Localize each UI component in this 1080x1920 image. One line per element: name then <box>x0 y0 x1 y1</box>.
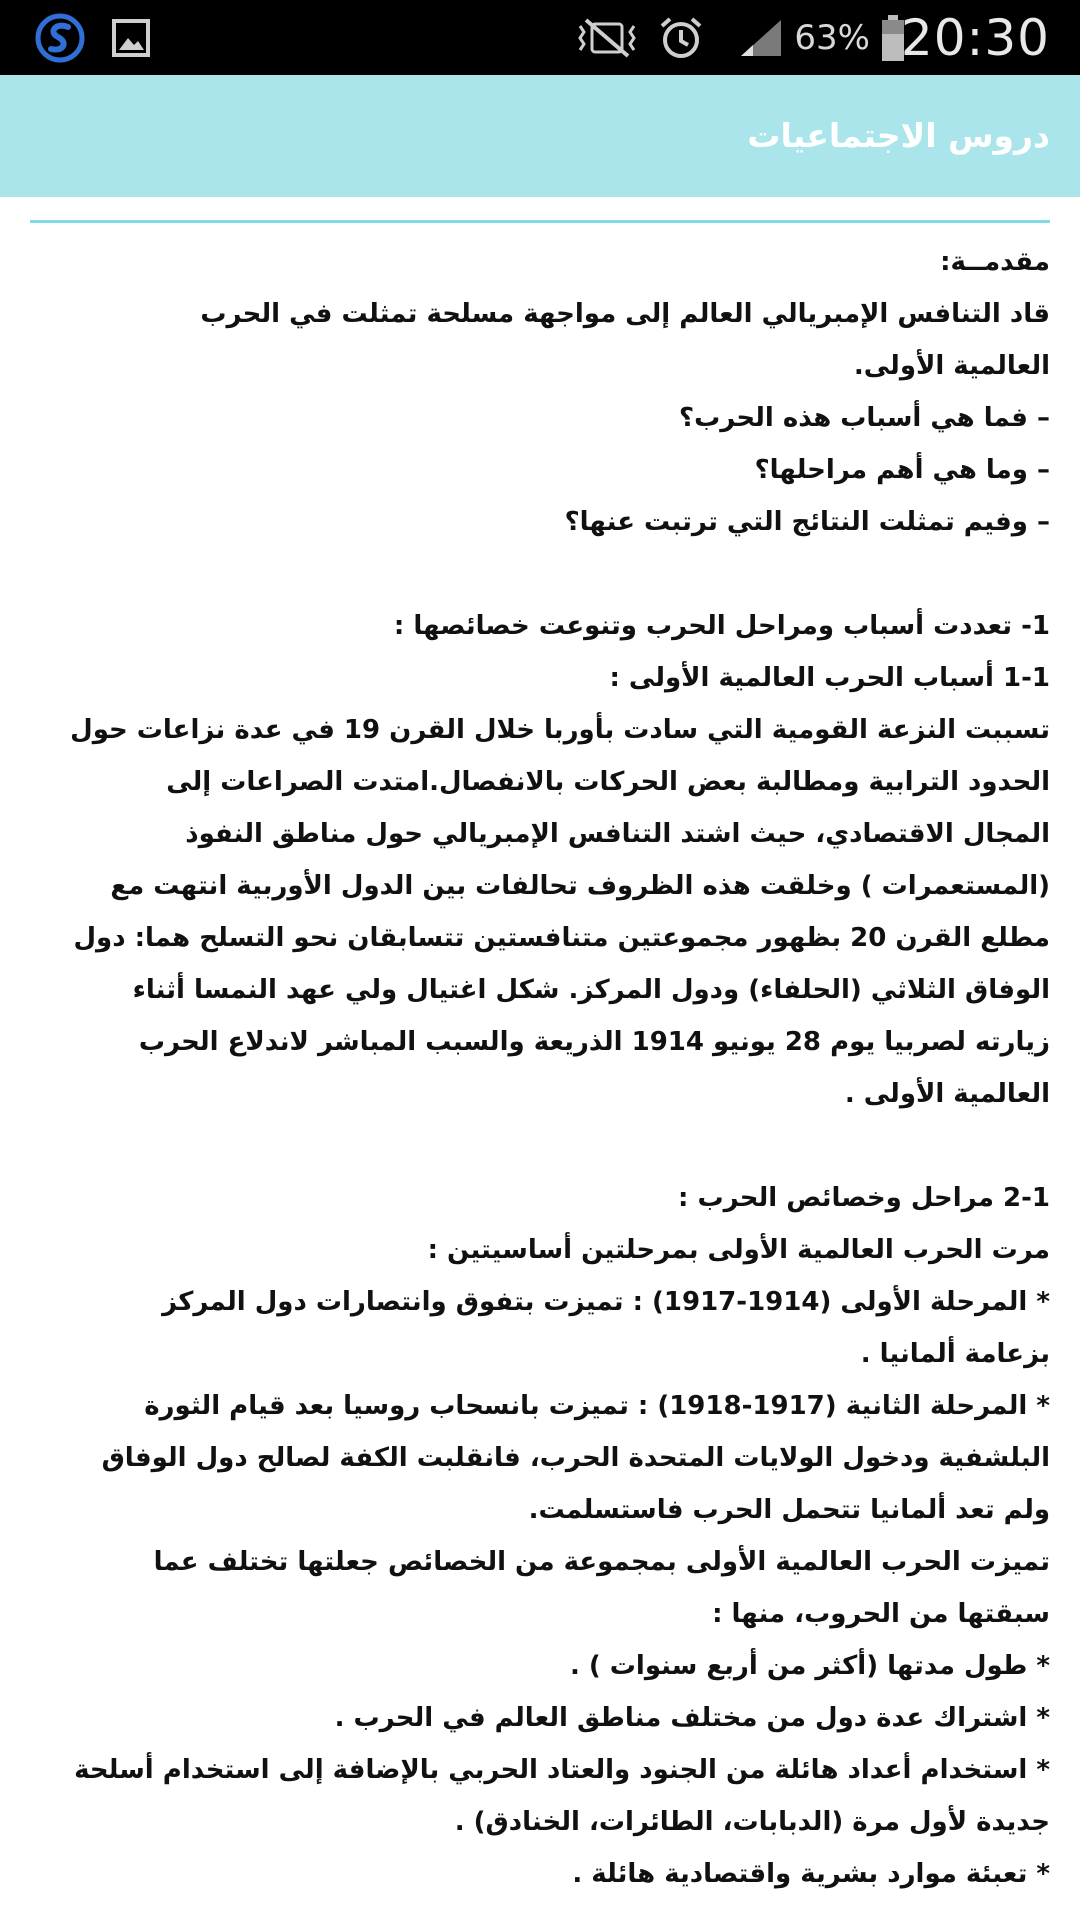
article-line: العالمية الأولى . <box>844 1079 1050 1109</box>
blank-line <box>22 548 1050 600</box>
article-line: * تعبئة موارد بشرية واقتصادية هائلة . <box>572 1859 1050 1889</box>
article-line: البلشفية ودخول الولايات المتحدة الحرب، فانقلبت الكفة لصالح دول الوفاق <box>101 1443 1050 1473</box>
article-line: الوفاق الثلاثي (الحلفاء) ودول المركز. شكل اغتيال ولي عهد النمسا أثناء <box>132 975 1050 1005</box>
article-line: * طول مدتها (أكثر من أربع سنوات ) . <box>569 1651 1050 1681</box>
article-line: 1-1 أسباب الحرب العالمية الأولى : <box>609 663 1050 693</box>
status-clock: 20:30 <box>900 8 1050 67</box>
article-line: تسببت النزعة القومية التي سادت بأوربا خلال القرن 19 في عدة نزاعات حول <box>70 715 1050 745</box>
article-line: بزعامة ألمانيا . <box>860 1339 1050 1369</box>
article-line: * المرحلة الثانية (1917-1918) : تميزت بانسحاب روسيا بعد قيام الثورة <box>144 1391 1050 1421</box>
article-line: * اشتراك عدة دول من مختلف مناطق العالم في الحرب . <box>334 1703 1050 1733</box>
battery-percent: 63% <box>794 17 870 58</box>
vibrate-mute-icon <box>572 0 642 75</box>
page-title: دروس الاجتماعيات <box>747 116 1050 155</box>
article-line: 1- تعددت أسباب ومراحل الحرب وتنوعت خصائصها : <box>393 611 1050 641</box>
signal-strength-icon <box>736 0 786 75</box>
article-line: * استخدام أعداد هائلة من الجنود والعتاد الحربي بالإضافة إلى استخدام أسلحة <box>74 1755 1050 1785</box>
alarm-clock-icon <box>656 0 706 75</box>
status-bar <box>0 0 1080 75</box>
article-line: * المرحلة الأولى (1914-1917) : تميزت بتفوق وانتصارات دول المركز <box>162 1287 1050 1317</box>
article-line: – وما هي أهم مراحلها؟ <box>754 455 1050 485</box>
article-line: الحدود الترابية ومطالبة بعض الحركات بالانفصال.امتدت الصراعات إلى <box>166 767 1050 797</box>
article-line: تميزت الحرب العالمية الأولى بمجموعة من الخصائص جعلتها تختلف عما <box>153 1547 1050 1577</box>
article-line: جديدة لأول مرة (الدبابات، الطائرات، الخنادق) . <box>454 1807 1050 1837</box>
article-body <box>22 236 1050 1900</box>
article-line: العالمية الأولى. <box>853 351 1050 381</box>
article-line: المجال الاقتصادي، حيث اشتد التنافس الإمبريالي حول مناطق النفوذ <box>185 819 1050 849</box>
gallery-icon <box>108 0 154 75</box>
article-line: ولم تعد ألمانيا تتحمل الحرب فاستسلمت. <box>528 1495 1050 1525</box>
article-line: زيارته لصربيا يوم 28 يونيو 1914 الذريعة والسبب المباشر لاندلاع الحرب <box>138 1027 1050 1057</box>
article-line: (المستعمرات ) وخلقت هذه الظروف تحالفات بين الدول الأوربية انتهت مع <box>110 871 1050 901</box>
article-line: سبقتها من الحروب، منها : <box>712 1599 1050 1629</box>
article-line: مطلع القرن 20 بظهور مجموعتين متنافستين تتسابقان نحو التسلح هما: دول <box>73 923 1050 953</box>
article-line: مرت الحرب العالمية الأولى بمرحلتين أساسيتين : <box>427 1235 1050 1265</box>
article-line: قاد التنافس الإمبريالي العالم إلى مواجهة مسلحة تمثلت في الحرب <box>200 299 1050 329</box>
divider <box>30 220 1050 223</box>
app-header <box>0 75 1080 197</box>
article-line: – فما هي أسباب هذه الحرب؟ <box>679 403 1050 433</box>
blank-line <box>22 1120 1050 1172</box>
s-logo-icon <box>32 0 88 75</box>
article-line: 2-1 مراحل وخصائص الحرب : <box>678 1183 1050 1213</box>
article-line: – وفيم تمثلت النتائج التي ترتبت عنها؟ <box>564 507 1050 537</box>
article-line: مقدمــة: <box>940 247 1050 277</box>
